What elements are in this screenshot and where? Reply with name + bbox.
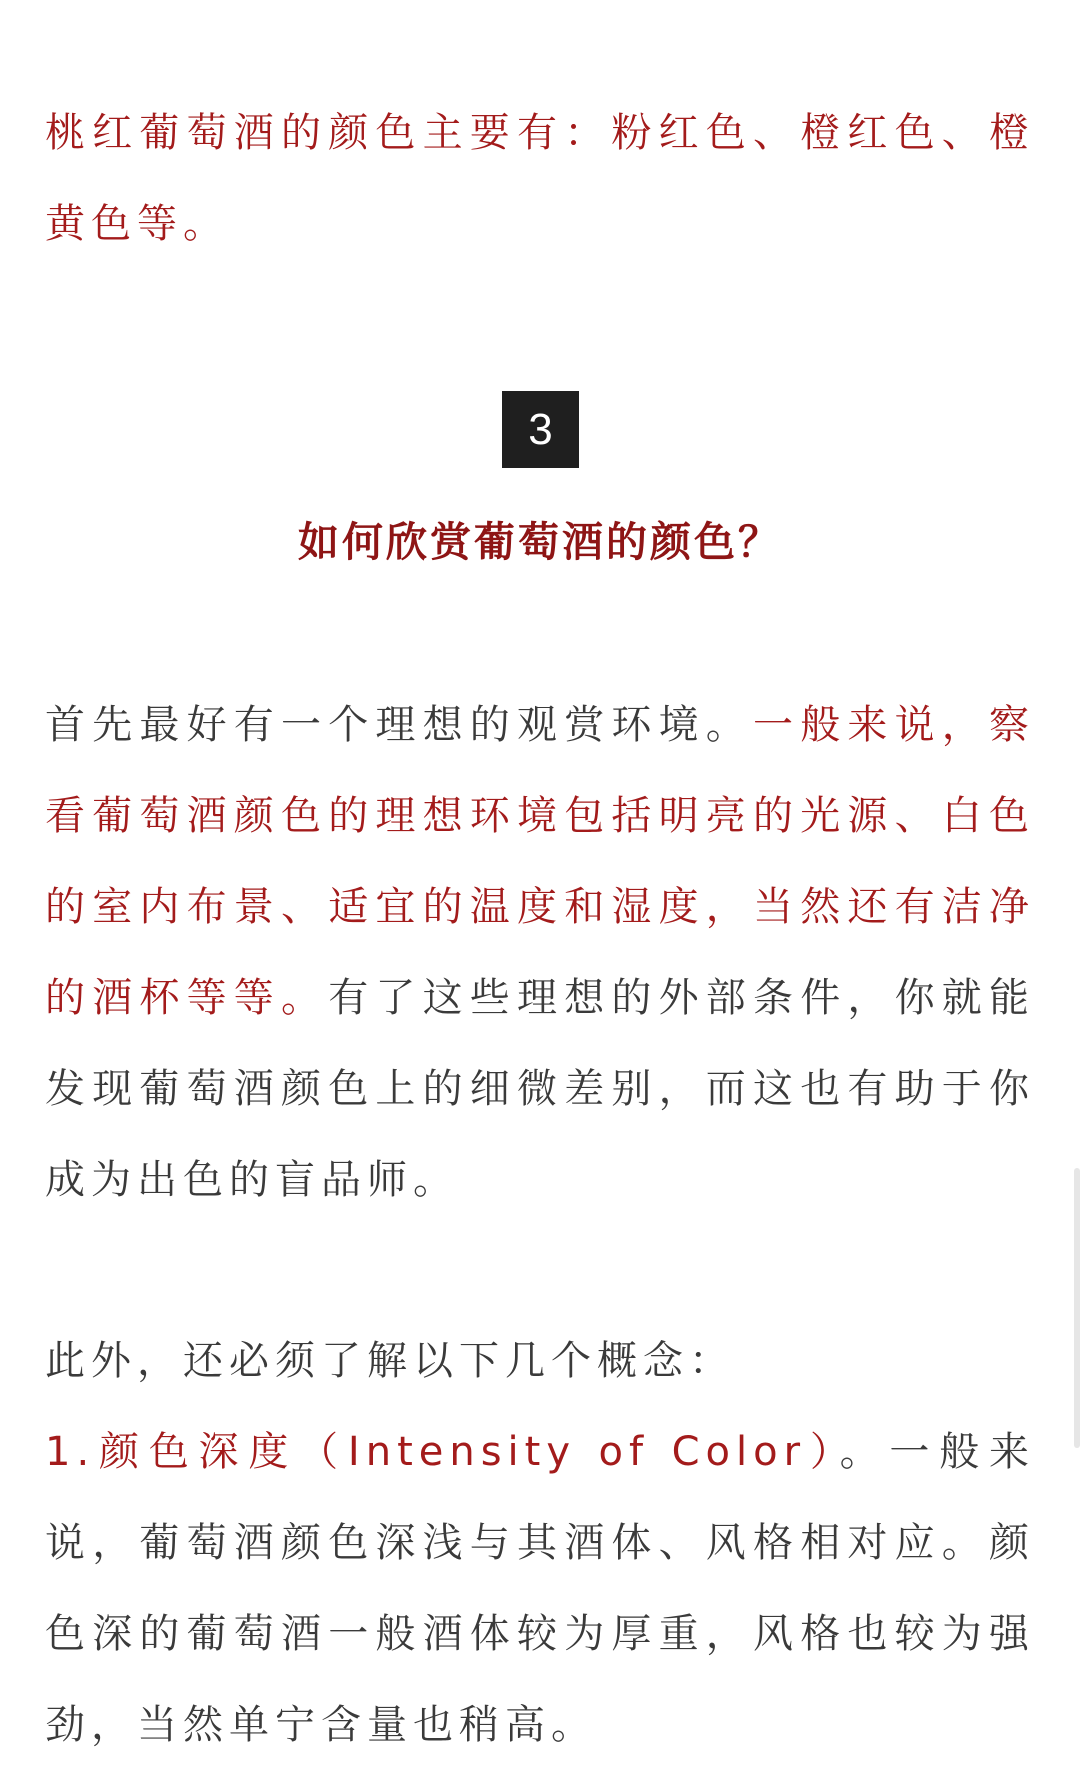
concept-item-1-title: 1.颜色深度（Intensity of Color） xyxy=(45,1429,840,1475)
concepts-paragraph xyxy=(45,1316,1035,1771)
rose-wine-colors-span: 桃红葡萄酒的颜色主要有：粉红色、橙红色、橙黄色等。 xyxy=(45,110,1035,247)
viewing-environment-paragraph xyxy=(45,680,1035,1226)
section-number-badge: 3 xyxy=(502,391,579,468)
scrollbar[interactable] xyxy=(1074,1168,1080,1448)
section-title: 如何欣赏葡萄酒的颜色？ xyxy=(298,518,782,566)
para1-intro: 首先最好有一个理想的观赏环境。 xyxy=(45,702,753,748)
para1-conclusion: 有了这些理想的外部条件，你就能发现葡萄酒颜色上的细微差别，而这也有助于你成为出色的盲品师。 xyxy=(45,975,1036,1203)
concepts-intro: 此外，还必须了解以下几个概念： xyxy=(45,1338,735,1384)
concept-item-1-body: 。一般来说，葡萄酒颜色深浅与其酒体、风格相对应。颜色深的葡萄酒一般酒体较为厚重，风格也较为强劲，当然单宁含量也稍高。 xyxy=(45,1429,1036,1748)
para1-highlight: 一般来说，察看葡萄酒颜色的理想环境包括明亮的光源、白色的室内布景、适宜的温度和湿度，当然还有洁净的酒杯等等。 xyxy=(45,702,1035,1021)
rose-wine-colors-text xyxy=(45,88,1035,270)
